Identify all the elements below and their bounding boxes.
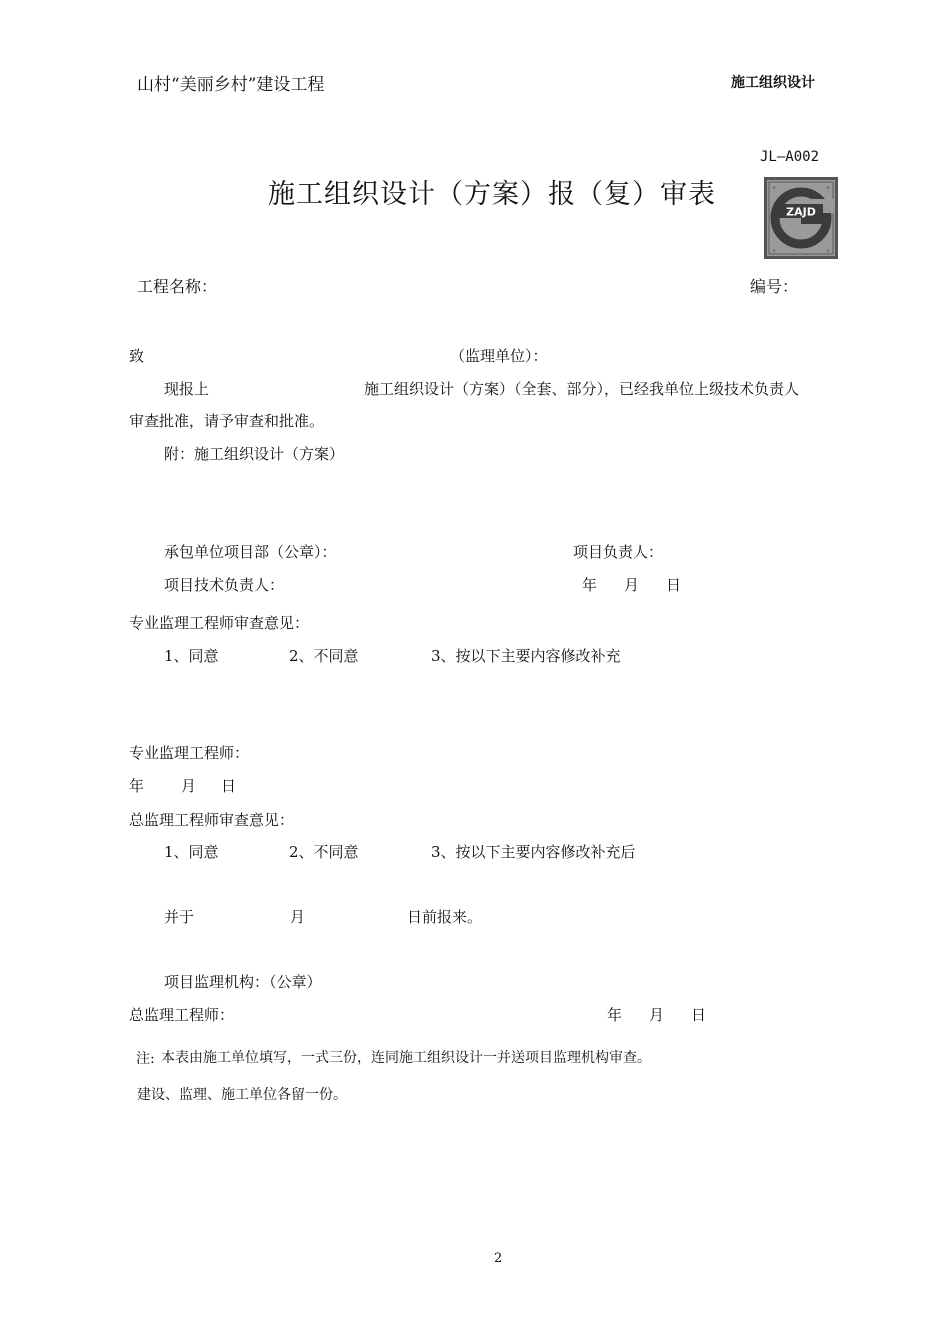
engineer-date-day: 日 [221,777,237,795]
header-doc-type: 施工组织设计 [731,75,815,91]
chief-review-heading: 总监理工程师审查意见： [129,811,295,829]
resubmit-suffix: 日前报来。 [407,908,483,926]
date-year: 年 [582,576,598,594]
engineer-option-agree: 1、同意 [164,647,219,665]
page-title: 施工组织设计（方案）报（复）审表 [268,179,716,210]
chief-signer-label: 总监理工程师： [129,1006,235,1024]
to-label: 致 [129,347,145,365]
supervision-org-label: 项目监理机构：（公章） [164,973,322,991]
engineer-date-month: 月 [181,777,197,795]
chief-option-agree: 1、同意 [164,843,219,861]
note-prefix: 注: [136,1051,155,1067]
resubmit-month: 月 [290,908,306,926]
contractor-dept-label: 承包单位项目部（公章）： [164,543,337,561]
engineer-date-year: 年 [129,777,145,795]
page-number: 2 [494,1251,503,1266]
engineer-option-revise: 3、按以下主要内容修改补充 [431,647,621,665]
logo-corner-mark: × [826,185,831,191]
logo-text: ZAJD [786,205,816,219]
engineer-signer-label: 专业监理工程师： [129,744,250,762]
date-month: 月 [624,576,640,594]
supervisor-unit-label: （监理单位）： [450,347,548,365]
project-manager-label: 项目负责人： [573,543,664,561]
form-code: JL—A002 [760,149,820,165]
company-logo [764,177,838,259]
logo-corner-mark: × [772,185,777,191]
engineer-option-disagree: 2、不同意 [289,647,359,665]
date-day: 日 [666,576,682,594]
report-text-cont: 审查批准，请予审查和批准。 [129,412,325,430]
attachment-line: 附：施工组织设计（方案） [164,445,345,463]
logo-g-bar [801,218,831,224]
project-name-label: 工程名称： [137,277,218,296]
logo-corner-mark: × [772,248,777,254]
note-line-1: 本表由施工单位填写，一式三份，连同施工组织设计一并送项目监理机构审查。 [161,1050,651,1066]
chief-date-year: 年 [607,1006,623,1024]
number-label: 编号： [750,277,799,296]
chief-option-revise: 3、按以下主要内容修改补充后 [431,843,636,861]
chief-option-disagree: 2、不同意 [289,843,359,861]
chief-date-month: 月 [649,1006,665,1024]
logo-corner-mark: × [826,248,831,254]
note-line-2: 建设、监理、施工单位各留一份。 [137,1087,347,1103]
header-project: 山村“美丽乡村”建设工程 [137,75,325,95]
engineer-review-heading: 专业监理工程师审查意见： [129,614,310,632]
tech-manager-label: 项目技术负责人： [164,576,285,594]
resubmit-prefix: 并于 [164,908,195,926]
report-text: 施工组织设计（方案）（全套、部分），已经我单位上级技术负责人 [364,380,800,398]
report-prefix: 现报上 [164,380,210,398]
chief-date-day: 日 [691,1006,707,1024]
logo-graphic [764,177,838,259]
